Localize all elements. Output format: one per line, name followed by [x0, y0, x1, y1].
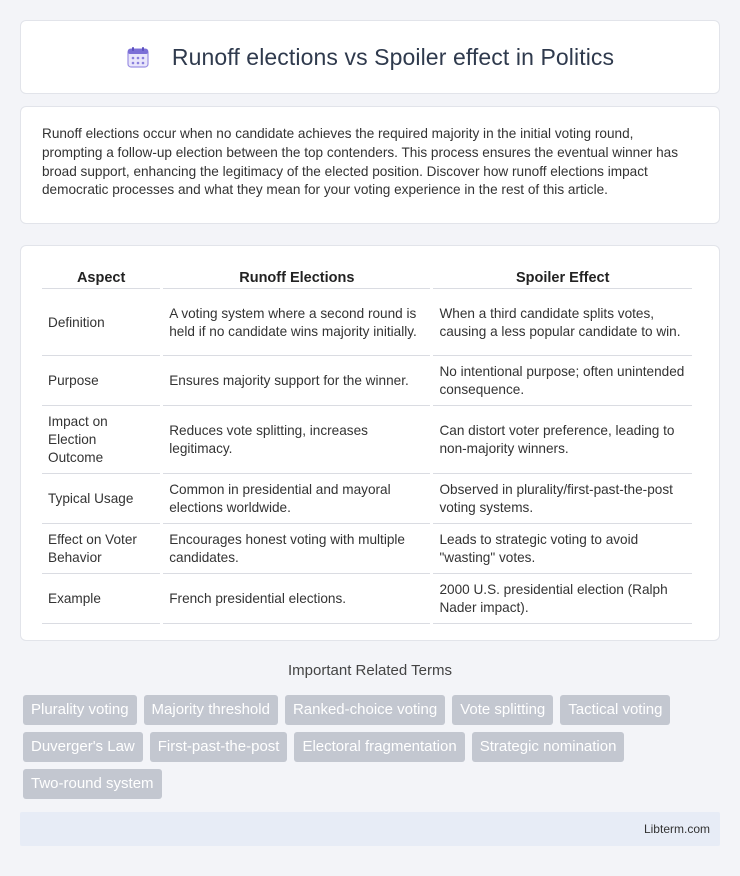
table-cell-aspect: Typical Usage	[42, 474, 160, 524]
table-cell-runoff: Common in presidential and mayoral elections worldwide.	[163, 474, 430, 524]
term-tag[interactable]: Two-round system	[23, 769, 162, 799]
comparison-card	[20, 245, 720, 641]
term-tag[interactable]: Duverger's Law	[23, 732, 143, 762]
table-cell-runoff: Ensures majority support for the winner.	[163, 356, 430, 406]
term-tag[interactable]: Vote splitting	[452, 695, 553, 725]
table-cell-aspect: Example	[42, 574, 160, 624]
term-tag[interactable]: Tactical voting	[560, 695, 670, 725]
table-cell-spoiler: Observed in plurality/first-past-the-post voting systems.	[433, 474, 692, 524]
term-tag[interactable]: Electoral fragmentation	[294, 732, 464, 762]
related-terms-list	[23, 695, 723, 806]
table-row	[42, 356, 692, 406]
footer	[20, 812, 720, 846]
page-title: Runoff elections vs Spoiler effect in Politics	[171, 43, 615, 70]
footer-site-link[interactable]: Libterm.com	[643, 822, 710, 836]
term-tag[interactable]: Ranked-choice voting	[285, 695, 445, 725]
table-row	[42, 406, 692, 474]
table-row	[42, 289, 692, 356]
table-cell-spoiler: Leads to strategic voting to avoid "wasting" votes.	[433, 524, 692, 574]
intro-card	[20, 106, 720, 224]
column-header-runoff: Runoff Elections	[163, 266, 430, 289]
table-cell-aspect: Impact on Election Outcome	[42, 406, 160, 474]
table-row	[42, 574, 692, 624]
intro-text: Runoff elections occur when no candidate achieves the required majority in the initial voting round, prompting a follow-up election between the top contenders. This process ensures the eventual winner has broad support, enhancing the legitimacy of the elected position. Discover how runoff elections impact democratic processes and what they mean for your voting experience in the rest of this article.	[42, 126, 679, 198]
table-row	[42, 474, 692, 524]
term-tag[interactable]: Majority threshold	[144, 695, 278, 725]
table-cell-runoff: A voting system where a second round is held if no candidate wins majority initially.	[163, 289, 430, 356]
table-header-row	[42, 266, 692, 289]
column-header-aspect: Aspect	[42, 266, 160, 289]
term-tag[interactable]: First-past-the-post	[150, 732, 288, 762]
table-cell-aspect: Definition	[42, 289, 160, 356]
calendar-icon	[126, 45, 150, 69]
table-cell-runoff: Encourages honest voting with multiple candidates.	[163, 524, 430, 574]
table-cell-aspect: Purpose	[42, 356, 160, 406]
table-cell-aspect: Effect on Voter Behavior	[42, 524, 160, 574]
table-cell-spoiler: When a third candidate splits votes, causing a less popular candidate to win.	[433, 289, 692, 356]
table-row	[42, 524, 692, 574]
term-tag[interactable]: Strategic nomination	[472, 732, 625, 762]
term-tag[interactable]: Plurality voting	[23, 695, 137, 725]
table-cell-spoiler: No intentional purpose; often unintended consequence.	[433, 356, 692, 406]
table-cell-spoiler: Can distort voter preference, leading to non-majority winners.	[433, 406, 692, 474]
table-cell-runoff: French presidential elections.	[163, 574, 430, 624]
table-cell-runoff: Reduces vote splitting, increases legitimacy.	[163, 406, 430, 474]
column-header-spoiler: Spoiler Effect	[433, 266, 692, 289]
comparison-table	[39, 266, 695, 624]
related-terms-heading: Important Related Terms	[288, 662, 452, 679]
title-card	[20, 20, 720, 94]
table-cell-spoiler: 2000 U.S. presidential election (Ralph Nader impact).	[433, 574, 692, 624]
